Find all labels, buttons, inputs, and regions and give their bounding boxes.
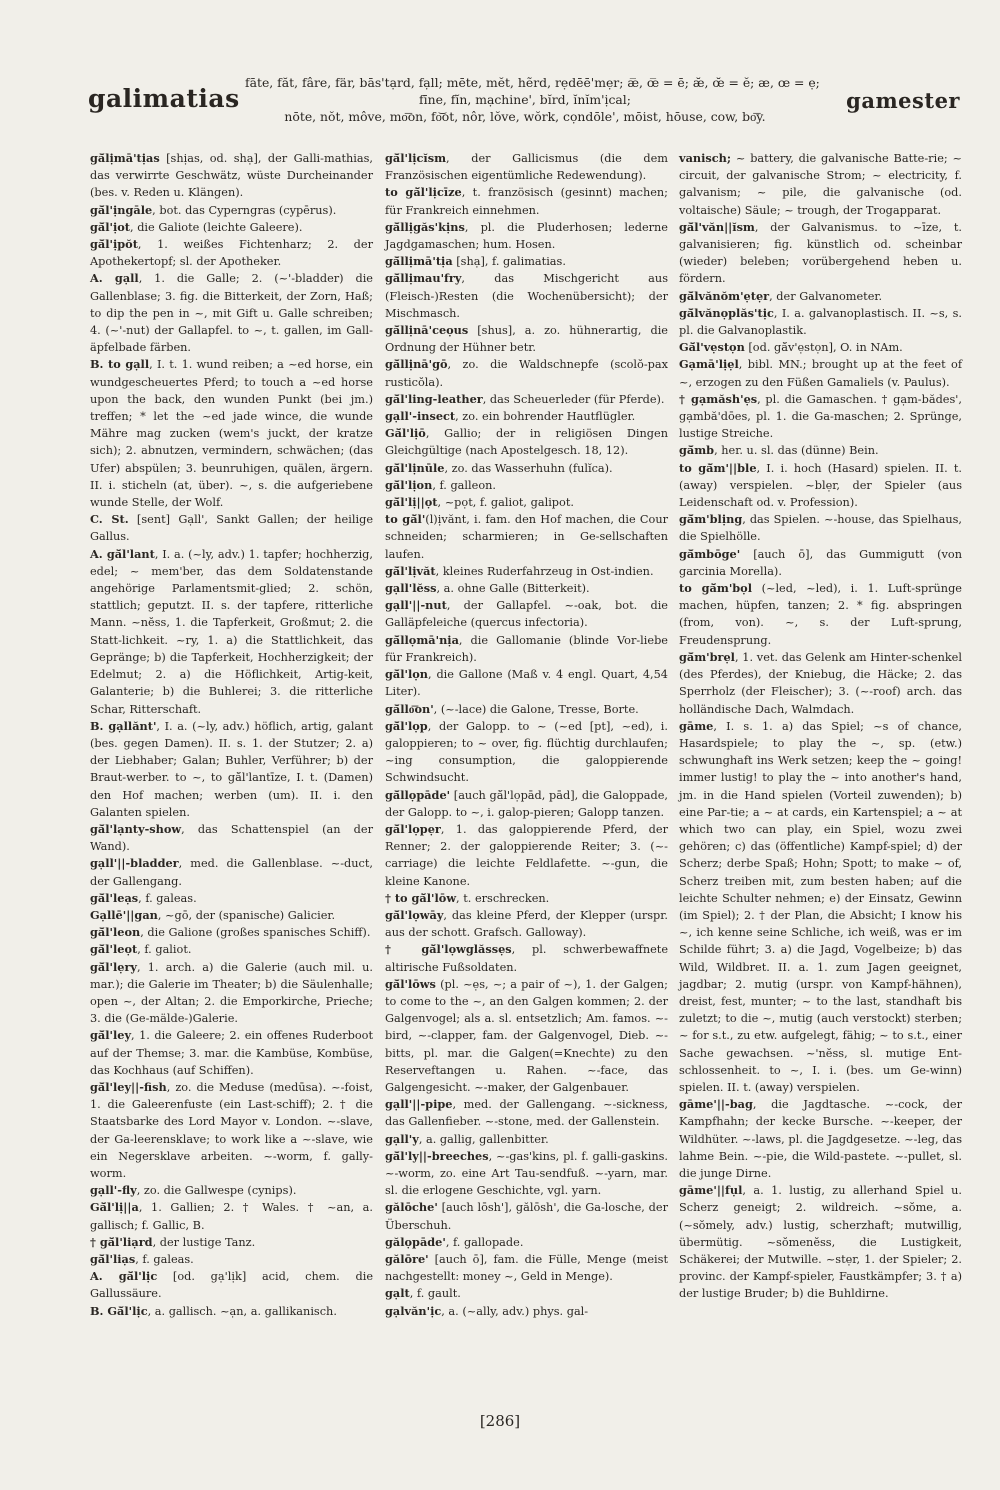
headword: to gă̆m'||ble [679,460,757,475]
headword: gă̆l'ịpŏt [90,237,138,252]
headword: gă̆l'ịngāle [90,202,153,217]
dictionary-entry: gă̆l'ling-leather, das Scheuerleder (für Pferde). [385,391,665,406]
headword: gạlt [385,1286,410,1301]
headword: gạlvăn'ịc [385,1303,442,1318]
headword: to gă̆l' [385,512,426,527]
dictionary-entry: gă̆llịmau'fry, das Mischgericht aus (Fleisch-)Resten (die Wochenübersicht); der Mischmasch. [385,271,668,320]
headword: gă̆l'lọpẹr [385,821,441,836]
dictionary-entry: Gạmā'lịẹl, bibl. MN.; brought up at the feet of ~, erzogen zu den Füßen Gamaliels (v. Paulus). [679,357,962,389]
headword: B. gạllănt' [90,718,157,733]
headword: Gạmā'lịẹl [679,357,739,372]
dictionary-entry: to gă̆m'||ble, I. i. hoch (Hasard) spielen. II. t. (away) verspielen. ~blẹr, der Spieler (aus Leidenschaft od. v. Profession). [679,460,963,510]
headword: gă̆l'ịot [90,219,131,234]
dictionary-entry: gă̆llịgăs'kịns, pl. die Pluderhosen; lederne Jagdgamaschen; hum. Hosen. [385,219,668,252]
dictionary-entry: gă̆l'lọwāy, das kleine Pferd, der Klepper (urspr. aus der schott. Grafsch. Galloway). [385,907,668,940]
headword: gă̆llọmā'nịa [385,632,459,647]
dictionary-entry: B. to gạll, I. t. 1. wund reiben; a ~ed horse, ein wundgescheuertes Pferd; to touch a ~ed horse upon the back, den wunden Punkt (bei jm.) treffen; * let the ~ed jade wince, die wunde Mähre mag zucken (wem's juckt, der kratze sich); 2. abnutzen, vermindern, schwächen; (das Ufer) abspülen; 3. beunruhigen, quälen, ärgern. II. i. sticheln (at, über). ~, s. die aufgeriebene wunde Stelle, der Wolf. [90,357,374,510]
dictionary-entry: gāme, I. s. 1. a) das Spiel; ~s of chance, Hasardspiele; to play the ~, sp. (etw.) schwunghaft ins Werk setzen; keep the ~ going! immer lustig! to play the ~ into another's hand, jm. in die Hand spielen (Vorteil zuwenden); b) eine Par-tie; a ~ at cards, ein Kartenspiel; a ~ at which two can play, ein Spiel, wozu zwei gehören; c) das (öffentliche) Kampf-spiel; d) der Scherz; derbe Spaß; Hohn; Spott; to make ~ of, Scherz treiben mit, zum besten haben; auf die leichte Schulter nehmen; e) der Einsatz, Gewinn (im Spiel); 2. † der Plan, die Absicht; I know his ~, ich kenne seine Schliche, ich weiß, was er im Schilde führt; 3. a) die Jagd, Vogelbeize; b) das Wild, Wildbret. II. a. 1. zum Jagen geeignet, jagdbar; 2. mutig (urspr. von Kampf-hähnen), dreist, fest, munter; ~ to the last, standhaft bis zuletzt; to die ~, mutig (auch verstockt) sterben; ~ for s.t., zu etw. aufgelegt, fähig; ~ to s.t., einer Sache gewachsen. ~'nĕss, sl. mutige Ent-schlossenheit. to ~, I. i. (bes. um Ge-winn) spielen. II. t. (away) verspielen. [679,718,962,1094]
headword: gă̆l'ley [90,1028,132,1043]
pronunciation-key-line: fīne, fĭn, mạchine', bĭrd, ĭnĭm'ịcal; [419,92,631,107]
dictionary-entry: gă̆l'lọp, der Galopp. to ~ (~ed [pt], ~ed), i. galoppieren; to ~ over, fig. flüchtig durchlaufen; ~ing consumption, die galoppierende Schwindsucht. [385,718,668,785]
right-guide-word: gamester [846,88,960,113]
headword: gă̆l'lōws [385,976,436,991]
headword: gă̆lvănọplăs'tịc [679,305,774,320]
headword: gạll'||-pipe [385,1097,453,1112]
dictionary-entry: C. St. [sent] Gạll', Sankt Gallen; der heilige Gallus. [90,512,374,544]
headword: Gă̆l'lịō [385,426,426,441]
dictionary-entry: gạll'-fly, zo. die Gallwespe (cynips). [90,1183,297,1198]
dictionary-entry: to gă̆l'(l)ịvănt, i. fam. den Hof machen, die Cour schneiden; scharmieren; in Ge-sellschaften laufen. [385,512,669,561]
headword: gă̆l'lẹry [90,959,137,974]
dictionary-entry: gă̆l'lẹry, 1. arch. a) die Galerie (auch mil. u. mar.); die Galerie im Theater; b) die Säulenhalle; open ~, der Altan; 2. die Emporkirche, Prieche; 3. die (Ge-mälde-)Galerie. [90,959,373,1026]
left-guide-word: galimatias [88,84,240,113]
dictionary-entry: gāme'||fụl, a. 1. lustig, zu allerhand Spiel u. Scherz geneigt; 2. wildreich. ~sŏme, a. (~sŏmely, adv.) lustig, scherzhaft; mutwillig, übermütig. ~sŏmenĕss, die Lustigkeit, Schäkerei; der Mutwille. ~stẹr, 1. der Spieler; 2. provinc. der Kampf-spieler, Faustkämpfer; 3. † a) der lustige Bruder; b) die Buhldirne. [679,1183,962,1301]
dictionary-entry: B. gạllănt', I. a. (~ly, adv.) höflich, artig, galant (bes. gegen Damen). II. s. 1. der Stutzer; 2. a) der Liebhaber; Galan; Buhler, Verführer; b) der Braut-werber. to ~, to gă̆l'lantīze, I. t. (Damen) den Hof machen; werben (um). II. i. den Galanten spielen. [90,718,373,819]
headword: † gă̆l'liạrd [90,1234,153,1249]
headword: to gă̆m'bọl [679,581,753,596]
dictionary-entry: Gạllē'||gan, ~gō, der (spanische) Galicier. [90,907,336,922]
dictionary-entry: to gă̆m'bọl (~led, ~led), i. 1. Luft-sprünge machen, hüpfen, tanzen; 2. * fig. abspringen (from, von). ~, s. der Luft-sprung, Freudensprung. [679,581,962,647]
dictionary-entry: gāme'||-bag, die Jagdtasche. ~-cock, der Kampfhahn; der kecke Bursche. ~-keeper, der Wildhüter. ~-laws, pl. die Jagdgesetze. ~-leg, das lahme Bein. ~-pie, die Wild-pastete. ~-pullet, sl. die junge Dirne. [679,1097,962,1180]
headword: gă̆l'lọp [385,718,428,733]
headword: vanisch; [679,151,732,165]
dictionary-entry: gă̆l'leon, die Galione (großes spanisches Schiff). [90,925,371,940]
dictionary-entry: gă̆l'ịot, die Galiote (leichte Galeere). [90,219,303,234]
headword: A. gă̆l'lịc [90,1269,158,1284]
headword: gă̆mbōge' [679,546,741,561]
dictionary-entry: gạll'||-nut, der Gallapfel. ~-oak, bot. die Galläpfeleiche (quercus infectoria). [385,598,668,630]
dictionary-entry: gă̆llọpāde' [auch gă̆l'lọpād, pād], die Galoppade, der Galopp. to ~, i. galop-pieren; Galopp tanzen. [385,787,668,819]
headword: to gă̆l'lịcīze [385,185,462,200]
headword: B. Gă̆l'lịc [90,1303,148,1318]
headword: gă̆l'lịvăt [385,563,436,578]
dictionary-entry: gă̆llịmā'tịa [shạ], f. galimatias. [385,254,566,269]
headword: Gă̆l'vẹstọn [679,340,745,355]
headword: gă̆llịnā'gō [385,357,448,372]
headword: gạll'||-nut [385,598,447,613]
dictionary-entry: gă̆l'leọt, f. galiot. [90,942,192,957]
dictionary-entry: gă̆l'lịcĭsm, der Gallicismus (die dem Französischen eigentümliche Redewendung). [385,151,668,183]
dictionary-entry: gălōre' [auch ō], fam. die Fülle, Menge (meist nachgestellt: money ~, Geld in Menge). [385,1252,668,1284]
pronunciation-key-line: nōte, nŏt, môve, mo͞on, fo͝ot, nôr, lŏve, wŏrk, cọndōle', mōist, hōuse, cow, bo͞y. [284,109,766,124]
headword: gă̆lịmā'tịas [90,151,160,165]
dictionary-entry: gă̆lvănŏm'ẹtẹr, der Galvanometer. [679,288,883,303]
headword: gălọpāde' [385,1234,446,1249]
dictionary-entry: gă̆l'lọn, die Gallone (Maß v. 4 engl. Quart, 4,54 Liter). [385,667,668,699]
headword: gă̆l'liạs [90,1252,136,1266]
headword: gă̆l'lạnty-show [90,821,182,836]
headword: Gă̆l'lị||a [90,1200,139,1215]
dictionary-entry: A. gạll, 1. die Galle; 2. (~'-bladder) die Gallenblase; 3. fig. die Bitterkeit, der Zorn, Haß; to dip the pen in ~, mit Gift u. Galle schreiben; 4. (~'-nut) der Gallapfel. to ~, t. gallen, im Gall-äpfelbade färben. [90,271,373,355]
dictionary-entry: Gă̆l'lịō, Gallio; der in religiösen Dingen Gleichgültige (nach Apostelgesch. 18, 12). [385,426,668,458]
headword: C. St. [90,512,129,527]
dictionary-entry: † gạmăsh'ẹs, pl. die Gamaschen. † gạm-bădes', gạmbă'dōes, pl. 1. die Ga-maschen; 2. Sprünge, lustige Streiche. [679,391,962,441]
page-number: [286] [479,1412,521,1430]
dictionary-entry: gălọpāde', f. gallopade. [385,1234,524,1249]
dictionary-entry: gạll'||-pipe, med. der Gallengang. ~-sickness, das Gallenfieber. ~-stone, med. der Gallenstein. [385,1097,668,1129]
headword: A. gạll [90,271,139,286]
dictionary-entry: gălōche' [auch lōsh'], gălōsh', die Ga-losche, der Überschuh. [385,1200,668,1232]
dictionary-entry: A. gă̆l'lịc [od. gạ'lịk] acid, chem. die Gallussäure. [90,1269,374,1301]
headword: gă̆llịgăs'kịns [385,219,465,234]
dictionary-entry: gă̆l'ịngāle, bot. das Cyperngras (cypērus). [90,202,337,217]
dictionary-entry: gă̆l'ley||-fish, zo. die Meduse (medūsa). ~-foist, 1. die Galeerenfuste (ein Last-schiff); 2. † die Staatsbarke des Lord Mayor v. London. ~-slave, der Ga-leerensklave; to work like a ~-slave, wie ein Negersklave arbeiten. ~-worm, f. gally-worm. [90,1079,373,1180]
headword: gă̆m'blịng [679,512,743,527]
headword: gă̆llọpāde' [385,787,451,802]
headword: gạll'-fly [90,1183,137,1198]
headword: gă̆l'lọn [385,667,429,682]
headword: gă̆m'brẹl [679,649,735,664]
headword: gāme [679,718,714,733]
headword: gă̆lvănŏm'ẹtẹr [679,288,770,303]
headword: gă̆l'lịcĭsm [385,151,447,165]
headword: gă̆l'leọt [90,942,138,957]
dictionary-entry: gă̆lvănọplăs'tịc, I. a. galvanoplastisch. II. ~s, s. pl. die Galvanoplastik. [679,305,962,338]
dictionary-entry: gă̆l'ley, 1. die Galeere; 2. ein offenes Ruderboot auf der Themse; 3. mar. die Kambüse, Kombüse, das Kochhaus (auf Schiffen). [90,1028,373,1077]
pronunciation-key [245,74,820,125]
dictionary-entry: gạll'-insect, zo. ein bohrender Hautflügler. [385,409,636,424]
dictionary-entry: gă̆l'lị||ọt, ~pọt, f. galiot, galipot. [385,495,574,510]
headword: gă̆l'ley||-fish [90,1079,167,1094]
dictionary-entry: gă̆llịnā'gō, zo. die Waldschnepfe (scolŏ-pax rusticŏla). [385,357,668,389]
dictionary-entry: gă̆l'leạs, f. galeas. [90,890,197,905]
dictionary-entry: gạlt, f. gault. [385,1286,461,1301]
headword: † to gă̆l'lōw [385,890,457,905]
dictionary-entry: gă̆mb, her. u. sl. das (dünne) Bein. [679,443,879,458]
dictionary-entry: gă̆llịnā'ceọus [shus], a. zo. hühnerartig, die Ordnung der Hühner betr. [385,323,668,355]
dictionary-entry: B. Gă̆l'lịc, a. gallisch. ~ạn, a. gallikanisch. [90,1303,337,1318]
headword: gă̆llịmā'tịa [385,254,453,269]
headword: gă̆llịmau'fry [385,271,462,286]
dictionary-entry: gă̆l'liạs, f. galeas. [90,1252,194,1266]
dictionary-entry: gă̆l'lọpẹr, 1. das galoppierende Pferd, der Renner; 2. der galoppierende Reiter; 3. (~-carriage) die leichte Feldlafette. ~-gun, die kleine Kanone. [385,821,668,888]
dictionary-entry: gă̆l'văn||ĭsm, der Galvanismus. to ~īze, t. galvanisieren; fig. künstlich od. scheinbar (wieder) beleben; vorübergehend heben u. fördern. [679,219,962,286]
headword: gă̆l'ling-leather [385,391,483,406]
dictionary-entry: gạll'||-bladder, med. die Gallenblase. ~-duct, der Gallengang. [90,856,373,888]
dictionary-entry: Gă̆l'lị||a, 1. Gallien; 2. † Wales. † ~an, a. gallisch; f. Gallic, B. [90,1200,373,1232]
headword: gạll'||-bladder [90,856,179,871]
headword: gă̆l'lọwāy [385,907,444,922]
dictionary-entry: vanisch; ~ battery, die galvanische Batte-rie; ~ circuit, der galvanische Strom; ~ electricity, f. galvanism; ~ pile, die galvanische (od. voltaische) Säule; ~ trough, der Trogapparat. [679,151,962,217]
headword: gă̆l'leon [90,925,141,940]
dictionary-entry: gă̆llo͞on', (~-lace) die Galone, Tresse, Borte. [385,701,639,716]
dictionary-entry: gă̆l'lịvăt, kleines Ruderfahrzeug in Ost-indien. [385,563,654,578]
pronunciation-key-line: fāte, făt, fâre, fär, bās'tạrd, fạll; mēte, mĕt, hẽrd, rẹdēē'mẹr; æ̅, œ̅ = ē; æ̆, œ̆ = ĕ; æ, œ = ẹ; [245,75,820,90]
dictionary-entry: gạlvăn'ịc, a. (~ally, adv.) phys. gal- [385,1303,589,1318]
dictionary-entry: gă̆l'lịnūle, zo. das Wasserhuhn (fulĭca). [385,460,613,475]
dictionary-entry: gă̆m'brẹl, 1. vet. das Gelenk am Hinter-schenkel (des Pferdes), der Kniebug, die Häcke; 2. das Sperrholz (der Fleischer); 3. (~-roof) arch. das holländische Dach, Walmdach. [679,649,962,716]
headword: gă̆l'lịnūle [385,460,445,475]
headword: gạll'y [385,1131,419,1146]
dictionary-entry: gă̆l'lịon, f. galleon. [385,477,497,492]
headword: gă̆l'lị||ọt [385,495,438,510]
headword: A. gă̆l'lant [90,546,155,561]
headword: gă̆llo͞on' [385,701,434,716]
headword: gă̆l'lịon [385,477,433,492]
dictionary-entry: gă̆lịmā'tịas [shịas, od. shạ], der Galli-mathias, das verwirrte Geschwätz, wüste Durcheinander (bes. v. Reden u. Klängen). [90,151,373,200]
headword: gạll'lĕss [385,581,437,596]
dictionary-entry: A. gă̆l'lant, I. a. (~ly, adv.) 1. tapfer; hochherzig, edel; ~ mem'ber, das dem Soldatenstande angehörige Parlamentsmit-glied; 2. schön, stattlich; geputzt. II. s. der tapfere, ritterliche Mann. ~nĕss, 1. die Tapferkeit, Großmut; 2. die Statt-lichkeit. ~ry, 1. a) die Stattlichkeit, das Gepränge; b) die Tapferkeit, Hochherzigkeit; der Edelmut; 2. a) die Höflichkeit, Artig-keit, Galanterie; b) die Buhlerei; 3. die ritterliche Schar, Ritterschaft. [90,546,374,716]
dictionary-entry: gă̆l'lạnty-show, das Schattenspiel (an der Wand). [90,821,373,854]
headword: gạll'-insect [385,409,456,424]
dictionary-column-left [90,150,373,1320]
dictionary-entry: gạll'y, a. gallig, gallenbitter. [385,1131,549,1146]
dictionary-entry: † gă̆l'liạrd, der lustige Tanz. [90,1234,256,1249]
headword: † gă̆l'lọwglăssẹs [385,942,512,957]
dictionary-entry: gă̆mbōge' [auch ō], das Gummigutt (von garcinia Morella). [679,546,962,578]
dictionary-entry: † to gă̆l'lōw, t. erschrecken. [385,890,550,905]
headword: gāme'||fụl [679,1183,743,1198]
headword: Gạllē'||gan [90,907,158,922]
dictionary-entry: † gă̆l'lọwglăssẹs, pl. schwerbewaffnete altirische Fußsoldaten. [385,942,668,974]
dictionary-column-right [679,150,962,1303]
dictionary-entry: gă̆m'blịng, das Spielen. ~-house, das Spielhaus, die Spielhölle. [679,512,962,544]
dictionary-column-middle [385,150,668,1320]
headword: gāme'||-bag [679,1097,753,1112]
headword: gă̆l'ly||-breeches [385,1148,489,1163]
headword: B. to gạll [90,357,150,372]
headword: gă̆l'leạs [90,890,139,905]
dictionary-entry: gạll'lĕss, a. ohne Galle (Bitterkeit). [385,581,590,596]
headword: gă̆llịnā'ceọus [385,323,469,338]
dictionary-entry: Gă̆l'vẹstọn [od. gă̆v'ẹstọn], O. in NAm. [679,340,903,355]
headword: gă̆mb [679,443,715,458]
dictionary-entry: gă̆l'lōws (pl. ~ẹs, ~; a pair of ~), 1. der Galgen; to come to the ~, an den Galgen kommen; 2. der Galgenvogel; als a. sl. entsetzlich; Am. famos. ~-bird, ~-clapper, fam. der Galgenvogel, Dieb. ~-bitts, pl. mar. die Galgen(=Knechte) zu den Reserveftangen u. Rahen. ~-face, das Galgengesicht. ~-maker, der Galgenbauer. [385,976,668,1094]
dictionary-entry: gă̆l'ịpŏt, 1. weißes Fichtenharz; 2. der Apothekertopf; sl. der Apotheker. [90,237,373,269]
headword: gălōche' [385,1200,438,1215]
headword: † gạmăsh'ẹs [679,391,758,406]
headword: gălōre' [385,1252,429,1266]
dictionary-entry: gă̆l'ly||-breeches, ~-gas'kins, pl. f. galli-gaskins. ~-worm, zo. eine Art Tau-sendfuß. ~-yarn, mar. sl. die erlogene Geschichte, vgl. yarn. [385,1148,668,1198]
headword: gă̆l'văn||ĭsm [679,219,755,234]
dictionary-entry: gă̆llọmā'nịa, die Gallomanie (blinde Vor-liebe für Frankreich). [385,632,668,664]
dictionary-entry: to gă̆l'lịcīze, t. französisch (gesinnt) machen; für Frankreich einnehmen. [385,185,668,217]
